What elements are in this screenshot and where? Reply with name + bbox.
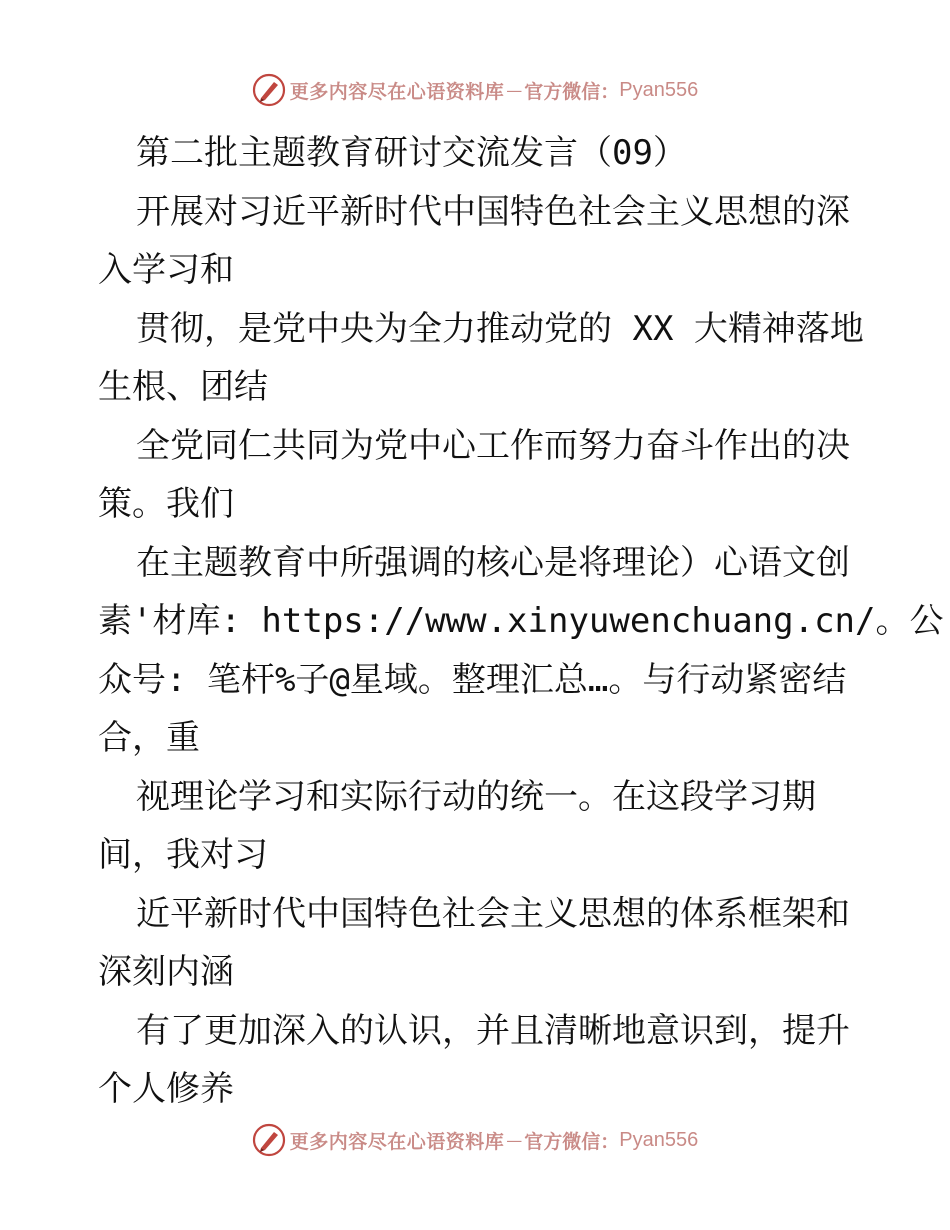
header-banner-label: 官方微信：: [524, 80, 620, 103]
document-body: [98, 124, 944, 1119]
footer-banner-separator: —: [506, 1130, 523, 1150]
paragraph-line: 全党同仁共同为党中心工作而努力奋斗作出的决: [136, 425, 850, 466]
paragraph-line: 视理论学习和实际行动的统一。在这段学习期: [136, 776, 816, 817]
pen-logo-icon: [252, 73, 286, 107]
paragraph-line: 策。我们: [98, 484, 234, 524]
footer-banner-label: 官方微信：: [524, 1130, 620, 1153]
paragraph-line: 生根、团结: [98, 367, 268, 407]
header-banner-text: 更多内容尽在心语资料库: [289, 80, 505, 103]
paragraph-line: 深刻内涵: [98, 952, 234, 992]
paragraph-line: 间，我对习: [98, 835, 268, 875]
paragraph-line: 个人修养: [98, 1069, 234, 1109]
document-title: 第二批主题教育研讨交流发言（09）: [136, 133, 687, 173]
paragraph-line: 素'材库: https://www.xinyuwenchuang.cn/。公: [98, 601, 944, 641]
footer-banner-text: 更多内容尽在心语资料库: [289, 1130, 505, 1153]
paragraph-line: 合，重: [98, 718, 200, 758]
footer-banner: [0, 1120, 950, 1160]
paragraph-line: 入学习和: [98, 250, 234, 290]
header-banner-id: Pyan556: [619, 78, 699, 101]
header-banner: [0, 70, 950, 110]
paragraph-line: 在主题教育中所强调的核心是将理论）心语文创: [136, 542, 850, 583]
paragraph-line: 近平新时代中国特色社会主义思想的体系框架和: [136, 893, 850, 934]
header-banner-separator: —: [506, 80, 523, 100]
paragraph-line: 有了更加深入的认识，并且清晰地意识到，提升: [136, 1010, 850, 1051]
footer-banner-id: Pyan556: [619, 1128, 699, 1151]
pen-logo-icon: [252, 1123, 286, 1157]
paragraph-line: 开展对习近平新时代中国特色社会主义思想的深: [136, 191, 850, 232]
paragraph-line: 贯彻，是党中央为全力推动党的 XX 大精神落地: [136, 308, 864, 349]
paragraph-line: 众号: 笔杆%子@星域。整理汇总…。与行动紧密结: [98, 659, 847, 700]
